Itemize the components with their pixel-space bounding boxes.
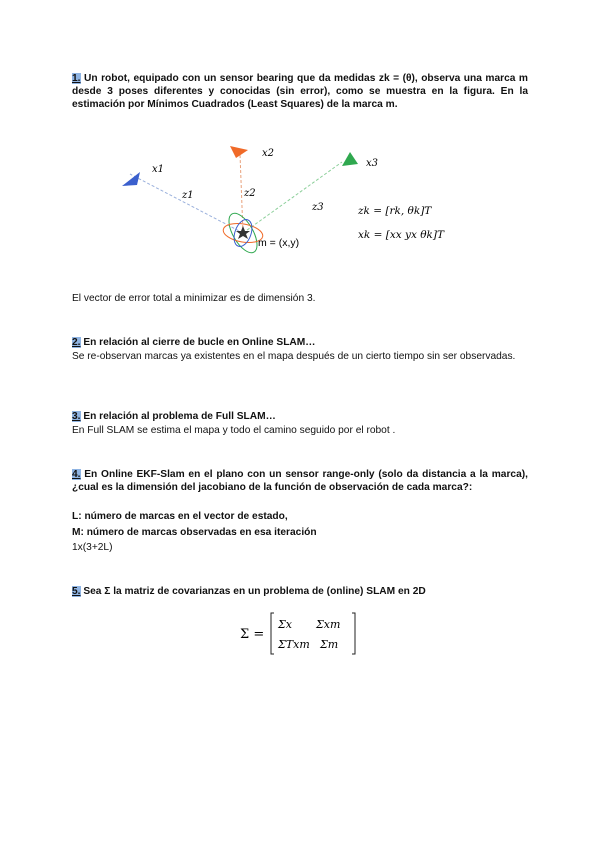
question-5-text: Sea Σ la matriz de covarianzas en un problema de (online) SLAM en 2D	[80, 586, 426, 597]
measurement-line-z1	[130, 174, 243, 233]
left-bracket	[271, 613, 274, 654]
matrix-a12: Σxm	[316, 618, 341, 631]
question-2	[72, 336, 528, 349]
definition-M: M: número de marcas observadas en esa iteración	[72, 527, 317, 538]
answer-3: En Full SLAM se estima el mapa y todo el camino seguido por el robot .	[72, 425, 396, 436]
pose-x1-label: x1	[152, 164, 165, 175]
question-1	[72, 72, 528, 111]
matrix-a21: ΣTxm	[278, 638, 310, 651]
pose-x2-icon	[230, 146, 248, 158]
measurement-line-z3	[243, 162, 342, 233]
right-bracket	[352, 613, 355, 654]
covariance-matrix	[240, 608, 360, 658]
question-4-text: En Online EKF-Slam en el plano con un sensor range-only (solo da distancia a la marca), ¿cual es la dimensión del jacobiano de la función de observación de cada marca?:	[72, 469, 528, 493]
matrix-lhs: Σ =	[240, 627, 265, 642]
pose-x3-label: x3	[366, 158, 379, 169]
answer-2: Se re-observan marcas ya existentes en el mapa después de un cierto tiempo sin ser observadas.	[72, 351, 516, 362]
question-4-number: 4.	[72, 469, 81, 480]
landmark-label: m = (x,y)	[258, 237, 300, 249]
matrix-a22: Σm	[320, 638, 339, 651]
question-1-number: 1.	[72, 73, 81, 84]
pose-x2-label: x2	[262, 148, 275, 159]
question-3-text: En relación al problema de Full SLAM…	[80, 411, 276, 422]
question-3	[72, 410, 528, 423]
definition-L: L: número de marcas en el vector de estado,	[72, 511, 288, 522]
question-2-number: 2.	[72, 337, 81, 348]
question-2-text: En relación al cierre de bucle en Online SLAM…	[80, 337, 316, 348]
question-5-number: 5.	[72, 586, 81, 597]
equation-zk: zk = [rk, θk]T	[358, 205, 432, 217]
slam-figure	[110, 136, 510, 276]
landmark-star-icon	[236, 226, 250, 239]
pose-x3-icon	[342, 152, 358, 166]
answer-4: 1x(3+2L)	[72, 542, 113, 553]
measurement-z3-label: z3	[312, 202, 324, 213]
question-4	[72, 468, 528, 494]
equation-xk: xk = [xx yx θk]T	[358, 229, 445, 241]
question-3-number: 3.	[72, 411, 81, 422]
answer-1: El vector de error total a minimizar es de dimensión 3.	[72, 293, 316, 304]
measurement-z2-label: z2	[244, 188, 256, 199]
matrix-a11: Σx	[278, 618, 292, 631]
question-5	[72, 585, 528, 598]
question-1-text: Un robot, equipado con un sensor bearing que da medidas zk = (θ), observa una marca m desde 3 poses diferentes y conocidas (sin error), como se muestra en la figura. En la estimación por Mínimos Cuadrados (Least Squares) de la marca m.	[72, 73, 528, 110]
measurement-z1-label: z1	[182, 190, 194, 201]
